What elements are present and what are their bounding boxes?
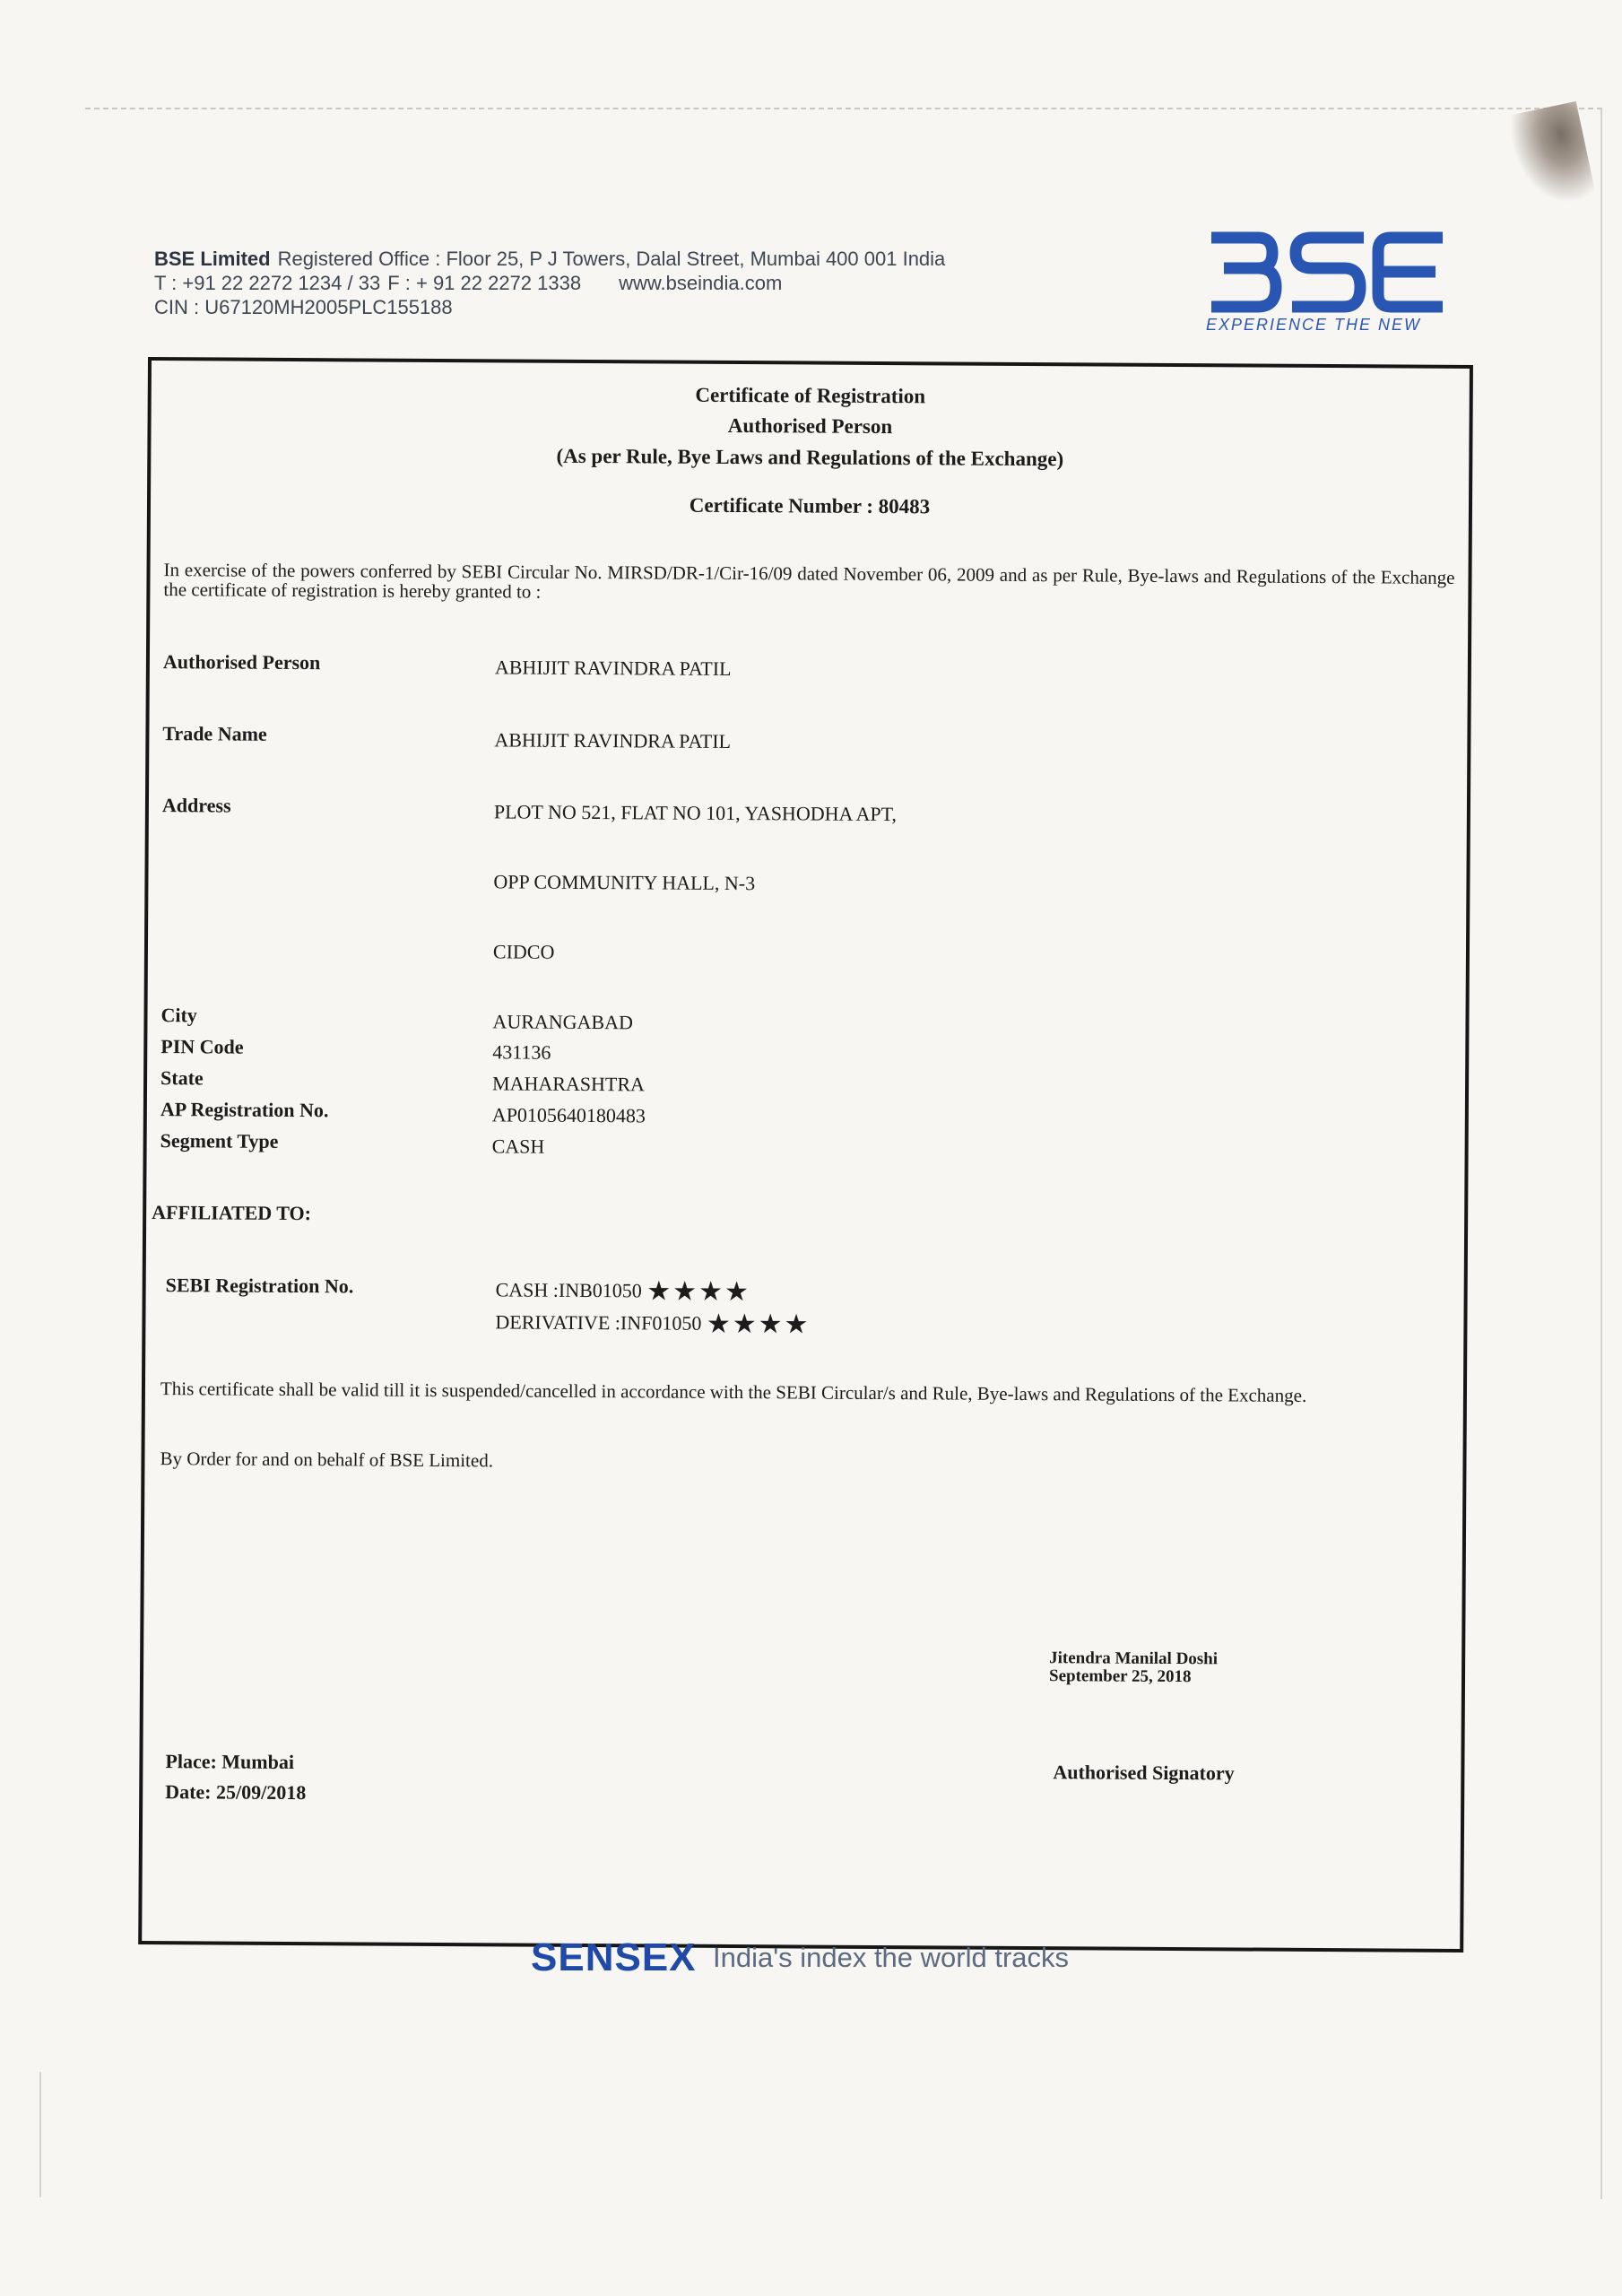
logo-tagline: EXPERIENCE THE NEW bbox=[1206, 316, 1422, 334]
address-label: Address bbox=[161, 794, 231, 817]
sebi-registration-label: SEBI Registration No. bbox=[165, 1274, 354, 1298]
letterhead bbox=[154, 247, 1051, 319]
bse-logo bbox=[1206, 231, 1448, 337]
state-value: MAHARASHTRA bbox=[491, 1072, 646, 1096]
address-line-3: CIDCO bbox=[492, 940, 555, 963]
pin-code-value: 431136 bbox=[492, 1040, 551, 1064]
certificate-title: Certificate of Registration bbox=[695, 383, 926, 408]
sensex-logo: SENSEX bbox=[531, 1935, 697, 1979]
authorised-person-value: ABHIJIT RAVINDRA PATIL bbox=[494, 656, 732, 680]
sebi-cash-mask: ★★★★ bbox=[646, 1276, 751, 1308]
city-value: AURANGABAD bbox=[492, 1010, 634, 1034]
phone-number: T : +91 22 2272 1234 / 33 bbox=[154, 272, 381, 294]
authorised-person-label: Authorised Person bbox=[162, 650, 321, 674]
trade-name-label: Trade Name bbox=[162, 722, 267, 745]
website: www.bseindia.com bbox=[619, 272, 783, 294]
pin-code-label: PIN Code bbox=[160, 1035, 244, 1058]
registered-office: Registered Office : Floor 25, P J Towers, Dalal Street, Mumbai 400 001 India bbox=[277, 248, 946, 270]
address-line-1: PLOT NO 521, FLAT NO 101, YASHODHA APT, bbox=[493, 800, 897, 826]
sebi-cash-line bbox=[496, 1274, 750, 1308]
sebi-derivative-value: DERIVATIVE :INF01050 bbox=[495, 1310, 702, 1335]
certificate-subtitle: Authorised Person bbox=[727, 413, 893, 439]
fax-number: F : + 91 22 2272 1338 bbox=[387, 272, 582, 294]
bse-logo-mark bbox=[1206, 231, 1448, 314]
signatory-date: September 25, 2018 bbox=[1048, 1666, 1192, 1687]
ap-registration-label: AP Registration No. bbox=[160, 1098, 329, 1122]
certificate-rule-line: (As per Rule, Bye Laws and Regulations of the Exchange) bbox=[556, 444, 1064, 471]
city-label: City bbox=[160, 1004, 197, 1027]
by-order-line: By Order for and on behalf of BSE Limited. bbox=[160, 1448, 494, 1472]
segment-type-value: CASH bbox=[491, 1135, 545, 1158]
sebi-derivative-line bbox=[495, 1307, 810, 1340]
validity-paragraph: This certificate shall be valid till it is suspended/cancelled in accordance with the SEBI Circular/s and Rule, Bye-laws and Regulations of the Exchange. bbox=[160, 1378, 1307, 1406]
segment-type-label: Segment Type bbox=[160, 1129, 279, 1152]
sensex-tagline: India's index the world tracks bbox=[712, 1942, 1070, 1973]
date-line: Date: 25/09/2018 bbox=[165, 1780, 307, 1805]
ap-registration-value: AP0105640180483 bbox=[491, 1103, 646, 1127]
address-line-2: OPP COMMUNITY HALL, N-3 bbox=[493, 870, 756, 895]
trade-name-value: ABHIJIT RAVINDRA PATIL bbox=[494, 728, 732, 752]
sebi-cash-value: CASH :INB01050 bbox=[495, 1278, 642, 1302]
intro-paragraph: In exercise of the powers conferred by SEBI Circular No. MIRSD/DR-1/Cir-16/09 dated November 06, 2009 and as per Rule, Bye-laws and Regulations of the Exchange the certificate of registration is hereby granted to : bbox=[163, 559, 1455, 603]
state-label: State bbox=[160, 1066, 204, 1090]
letterhead-brand: BSE Limited bbox=[154, 248, 271, 270]
place-line: Place: Mumbai bbox=[165, 1750, 295, 1774]
footer bbox=[531, 1935, 1069, 1980]
signatory-name: Jitendra Manilal Doshi bbox=[1049, 1648, 1219, 1669]
affiliated-heading: AFFILIATED TO: bbox=[152, 1201, 312, 1225]
paper-left-edge bbox=[39, 2072, 41, 2197]
certificate-number: Certificate Number : 80483 bbox=[689, 493, 931, 518]
authorised-signatory-label: Authorised Signatory bbox=[1053, 1761, 1235, 1785]
sebi-derivative-mask: ★★★★ bbox=[706, 1309, 811, 1340]
cin-number: CIN : U67120MH2005PLC155188 bbox=[154, 296, 453, 318]
certificate-frame bbox=[138, 357, 1473, 1952]
